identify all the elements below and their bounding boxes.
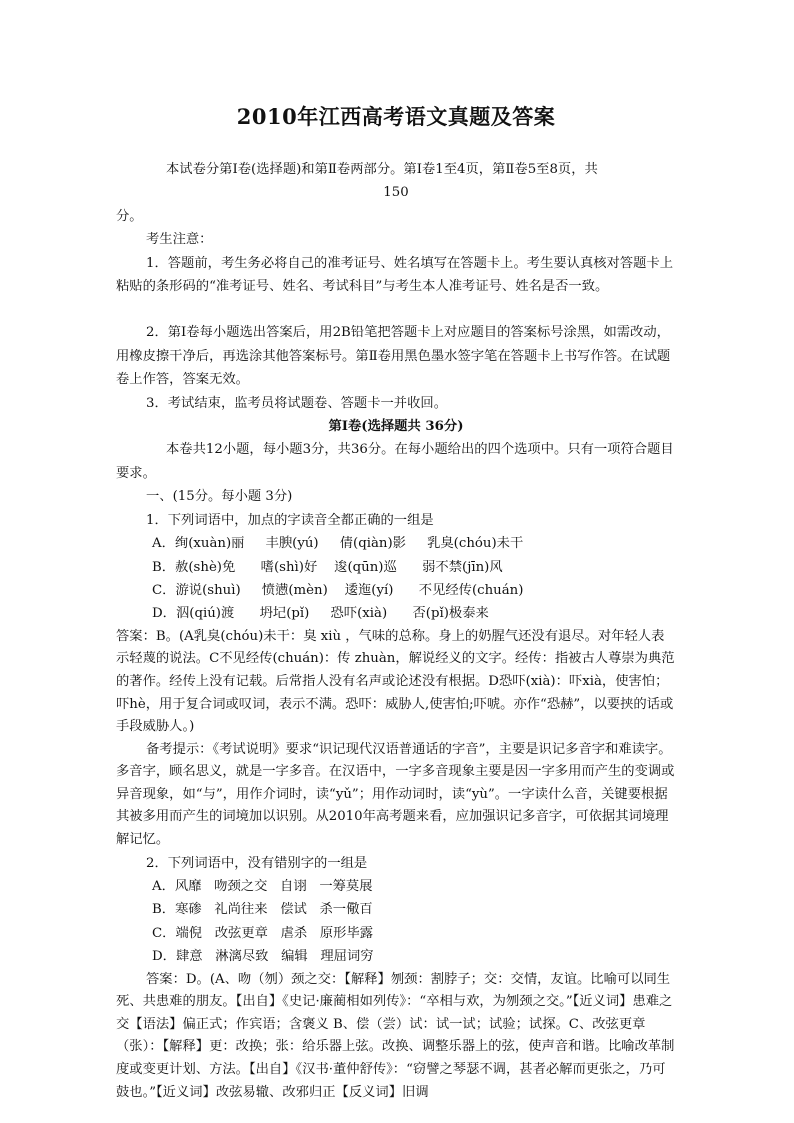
notice-item-3: 3．考试结束，监考员将试题卷、答题卡一并收回。 — [146, 395, 447, 411]
document-body — [116, 158, 676, 1104]
question-2-option-c: C．端倪 改弦更章 虐杀 原形毕露 — [152, 925, 374, 941]
question-2-option-a: A．风靡 吻颈之交 自诩 一筹莫展 — [152, 879, 373, 895]
question-2-answer: 答案：D。(A、吻（刎）颈之交：【解释】刎颈：割脖子；交：交情，友谊。比喻可以同生死、共患难的朋友。【出自】《史记·廉蔺相如列传》：“卒相与欢，为刎颈之交。”【近义词】患难之交【语法】偏正式；作宾语；含褒义 B、偿（尝）试：试一试；试验；试探。C、改弦更章（张）：【解释】更：改换；张：给乐器上弦。改换、调整乐器上的弦，使声音和谐。比喻改革制度或变更计划、方法。【出自】《汉书·董仲舒传》：“窃譬之琴瑟不调，甚者必解而更张之，乃可鼓也。”【近义词】改弦易辙、改邪归正【反义词】旧调 — [116, 971, 675, 1100]
page-title: 2010年江西高考语文真题及答案 — [236, 104, 556, 129]
question-2-option-b: B．寒碜 礼尚往来 偿试 杀一儆百 — [152, 902, 373, 918]
intro-end: 分。 — [116, 208, 143, 224]
question-2-option-d: D．肆意 淋漓尽致 编辑 理屈词穷 — [152, 949, 374, 965]
question-1-answer: 答案：B。(A乳臭(chóu)未干：臭 xiù ，气味的总称。身上的奶腥气还没有退尽。对年轻人表示轻蔑的说法。C不见经传(chuán)：传 zhuàn，解说经义的文字。经传：指被古人尊崇为典范的著作。经传上没有记载。后常指人没有名声或论述没有根据。D恐吓(xià)：吓xià，使害怕；吓hè，用于复合词或叹词，表示不满。恐吓：威胁人,使害怕;吓唬。亦作“恐赫”，以要挟的话或手段威胁人。) — [116, 628, 675, 735]
question-1-option-a: A．绚(xuàn)丽 丰腴(yú) 倩(qiàn)影 乳臭(chóu)未干 — [152, 536, 524, 552]
section-title: 第Ⅰ卷(选择题共 36分) — [328, 419, 464, 435]
intro-line: 本试卷分第Ⅰ卷(选择题)和第Ⅱ卷两部分。第Ⅰ卷1至4页，第Ⅱ卷5至8页，共 — [166, 162, 598, 177]
notice-item-1: 1．答题前，考生务必将自己的准考证号、姓名填写在答题卡上。考生要认真核对答题卡上粘贴的条形码的“准考证号、姓名、考试科目”与考生本人准考证号、姓名是否一致。 — [116, 255, 674, 295]
question-1-option-b: B．赦(shè)免 嗜(shì)好 逡(qūn)巡 弱不禁(jīn)风 — [152, 559, 503, 575]
part-heading: 一、(15分。每小题 3分) — [146, 489, 293, 505]
blank-line — [116, 298, 676, 321]
question-1-option-c: C．游说(shuì) 愤懑(mèn) 逶迤(yí) 不见经传(chuán) — [152, 582, 524, 598]
question-1-stem: 1．下列词语中，加点的字读音全都正确的一组是 — [146, 512, 434, 528]
question-2-stem: 2．下列词语中，没有错别字的一组是 — [146, 855, 368, 871]
question-1-tip: 备考提示：《考试说明》要求“识记现代汉语普通话的字音”，主要是识记多音字和难读字。多音字，顾名思义，就是一字多音。在汉语中，一字多音现象主要是因一字多用而产生的变调或异音现象，如“与”，用作介词时，读“yǔ”；用作动词时，读“yù”。一字读什么音，关键要根据其被多用而产生的词境加以识别。从2010年高考题来看，应加强识记多音字，可依据其词境理解记忆。 — [116, 741, 675, 848]
notice-item-2: 2．第Ⅰ卷每小题选出答案后，用2B铅笔把答题卡上对应题目的答案标号涂黑，如需改动，用橡皮擦干净后，再选涂其他答案标号。第Ⅱ卷用黑色墨水签字笔在答题卡上书写作答。在试题卷上作答，答案无效。 — [116, 325, 671, 388]
section-description: 本卷共12小题，每小题3分，共36分。在每小题给出的四个选项中。只有一项符合题目要求。 — [116, 442, 674, 481]
question-1-option-d: D．泅(qiú)渡 坍圮(pǐ) 恐吓(xià) 否(pǐ)极泰来 — [152, 606, 489, 622]
intro-score: 150 — [383, 185, 409, 201]
notice-title: 考生注意： — [146, 232, 213, 248]
